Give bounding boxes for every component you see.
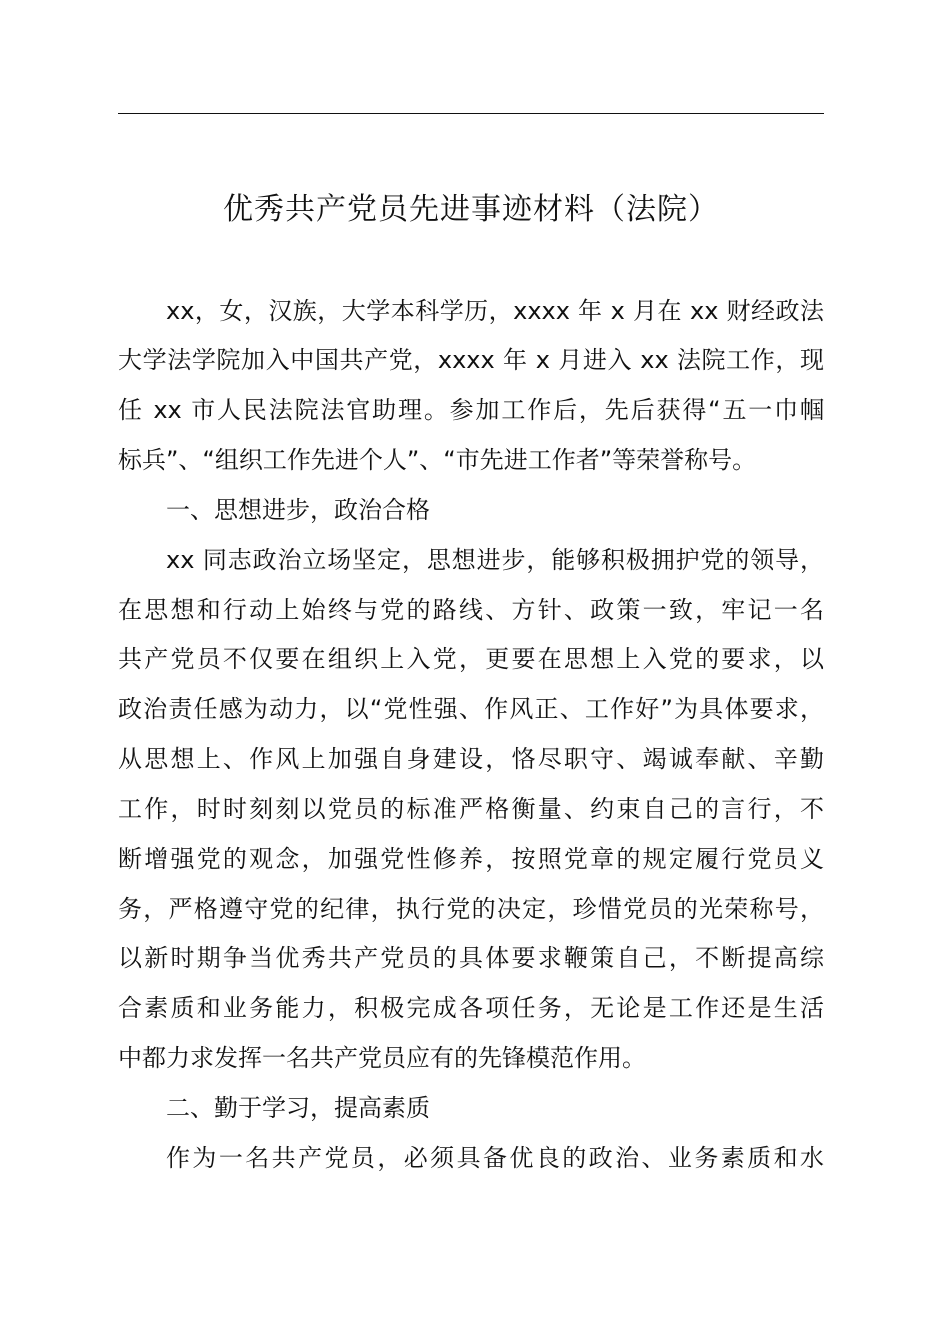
paragraph-line: 标兵”、“组织工作先进个人”、“市先进工作者”等荣誉称号。 — [118, 446, 757, 474]
paragraph-line: 作为一名共产党员，必须具备优良的政治、业务素质和水 — [166, 1144, 824, 1172]
paragraph-line: 以新时期争当优秀共产党员的具体要求鞭策自己，不断提高综 — [118, 944, 824, 972]
paragraph-line: 断增强党的观念，加强党性修养，按照党章的规定履行党员义 — [118, 845, 824, 873]
paragraph-line: 务，严格遵守党的纪律，执行党的决定，珍惜党员的光荣称号， — [118, 895, 824, 923]
document-title: 优秀共产党员先进事迹材料（法院） — [223, 192, 719, 227]
paragraph-line: 合素质和业务能力，积极完成各项任务，无论是工作还是生活 — [118, 994, 824, 1022]
paragraph-line: 任 xx 市人民法院法官助理。参加工作后，先后获得“五一巾帼 — [118, 396, 824, 424]
paragraph-line: 大学法学院加入中国共产党，xxxx 年 x 月进入 xx 法院工作，现 — [118, 346, 824, 374]
paragraph-line: xx，女，汉族，大学本科学历，xxxx 年 x 月在 xx 财经政法 — [166, 297, 824, 325]
paragraph-line: xx 同志政治立场坚定，思想进步，能够积极拥护党的领导， — [166, 546, 824, 574]
paragraph-line: 从思想上、作风上加强自身建设，恪尽职守、竭诚奉献、辛勤 — [118, 745, 824, 773]
section-heading-1: 一、思想进步，政治合格 — [166, 496, 430, 524]
paragraph-line: 共产党员不仅要在组织上入党，更要在思想上入党的要求，以 — [118, 645, 824, 673]
paragraph-line: 工作，时时刻刻以党员的标准严格衡量、约束自己的言行，不 — [118, 795, 824, 823]
paragraph-line: 在思想和行动上始终与党的路线、方针、政策一致，牢记一名 — [118, 596, 824, 624]
paragraph-line: 中都力求发挥一名共产党员应有的先锋模范作用。 — [118, 1044, 646, 1072]
paragraph-line: 政治责任感为动力，以“党性强、作风正、工作好”为具体要求， — [118, 695, 824, 723]
section-heading-2: 二、勤于学习，提高素质 — [166, 1094, 430, 1122]
header-rule — [118, 113, 824, 114]
